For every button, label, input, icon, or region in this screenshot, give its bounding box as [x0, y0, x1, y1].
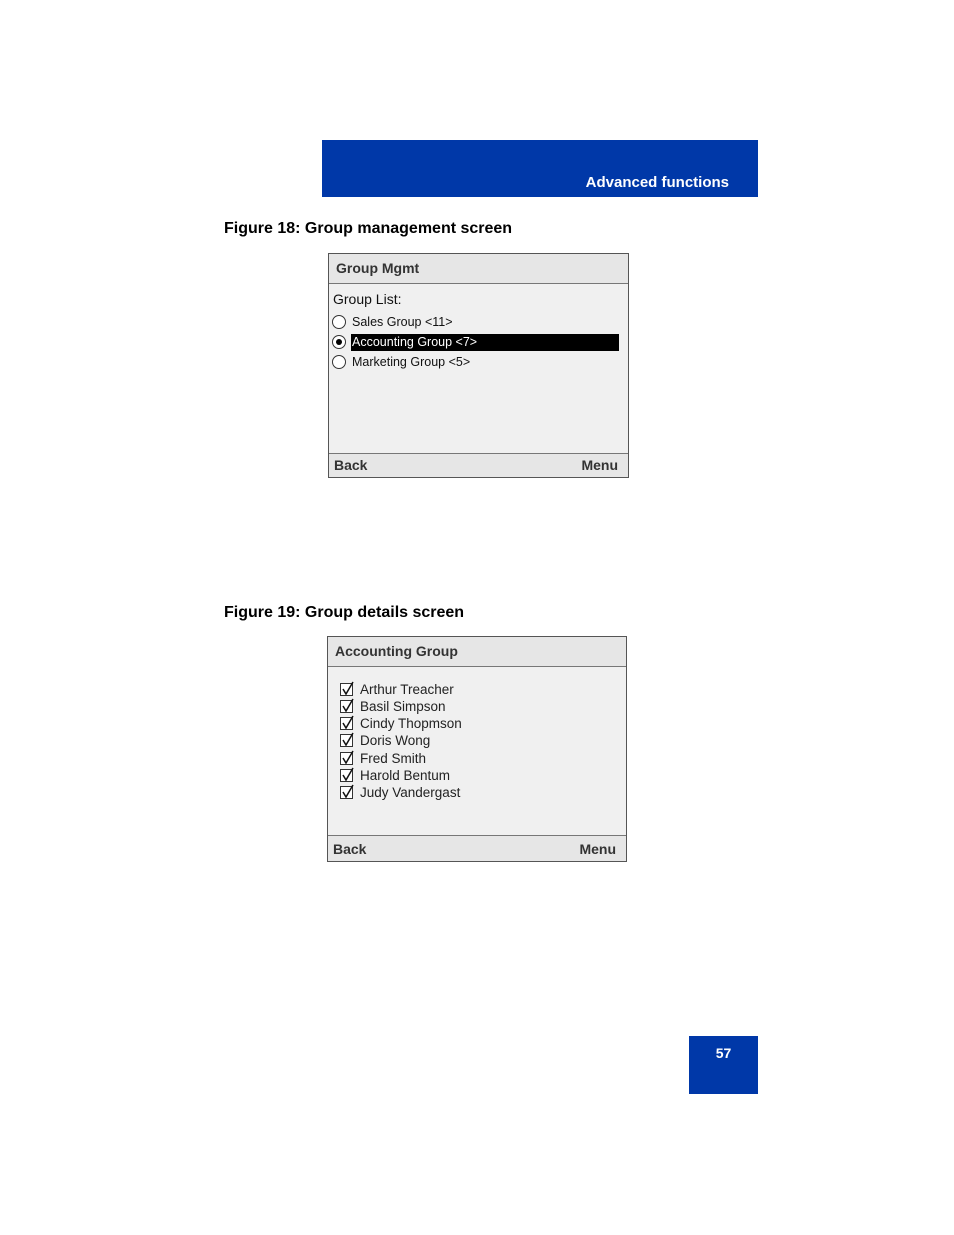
checkbox-checked-icon[interactable] [340, 683, 353, 696]
screen-title: Accounting Group [328, 637, 626, 667]
member-list-item[interactable] [340, 785, 540, 802]
checkbox-checked-icon[interactable] [340, 717, 353, 730]
softkey-bar [329, 453, 628, 477]
page-number: 57 [715, 1045, 732, 1061]
member-name: Cindy Thopmson [360, 716, 462, 731]
member-list-item[interactable] [340, 751, 540, 768]
checkbox-checked-icon[interactable] [340, 752, 353, 765]
back-softkey[interactable]: Back [333, 841, 367, 857]
member-list-item[interactable] [340, 768, 540, 785]
radio-button-selected-icon[interactable] [332, 335, 346, 349]
screen-title: Group Mgmt [329, 254, 628, 284]
group-item-label: Accounting Group <7> [351, 334, 619, 351]
radio-dot-icon [336, 339, 342, 345]
group-item-label: Sales Group <11> [352, 315, 453, 329]
figure-18-caption: Figure 18: Group management screen [224, 220, 513, 237]
back-softkey[interactable]: Back [334, 457, 368, 473]
section-title: Advanced functions [585, 174, 729, 191]
member-name: Basil Simpson [360, 699, 446, 714]
member-name: Harold Bentum [360, 768, 451, 783]
checkbox-checked-icon[interactable] [340, 734, 353, 747]
checkbox-checked-icon[interactable] [340, 786, 353, 799]
group-mgmt-screen [328, 253, 629, 478]
member-list-item[interactable] [340, 733, 540, 750]
member-name: Arthur Treacher [360, 682, 454, 697]
member-name: Judy Vandergast [360, 785, 461, 800]
figure-19-caption: Figure 19: Group details screen [224, 604, 465, 621]
member-list-item[interactable] [340, 682, 540, 699]
radio-button-icon[interactable] [332, 315, 346, 329]
checkbox-checked-icon[interactable] [340, 700, 353, 713]
group-item-label: Marketing Group <5> [352, 355, 471, 369]
group-list-item[interactable] [331, 314, 619, 332]
group-list-item[interactable] [331, 354, 619, 372]
page-number-box [689, 1036, 758, 1094]
member-list-item[interactable] [340, 699, 540, 716]
group-list-label: Group List: [333, 291, 402, 307]
softkey-bar [328, 835, 626, 861]
section-header-band [322, 140, 758, 197]
radio-button-icon[interactable] [332, 355, 346, 369]
checkbox-checked-icon[interactable] [340, 769, 353, 782]
member-name: Fred Smith [360, 751, 427, 766]
group-list-item-selected[interactable] [331, 334, 619, 352]
menu-softkey[interactable]: Menu [581, 457, 618, 473]
menu-softkey[interactable]: Menu [579, 841, 616, 857]
group-details-screen [327, 636, 627, 862]
member-list-item[interactable] [340, 716, 540, 733]
member-name: Doris Wong [360, 733, 431, 748]
